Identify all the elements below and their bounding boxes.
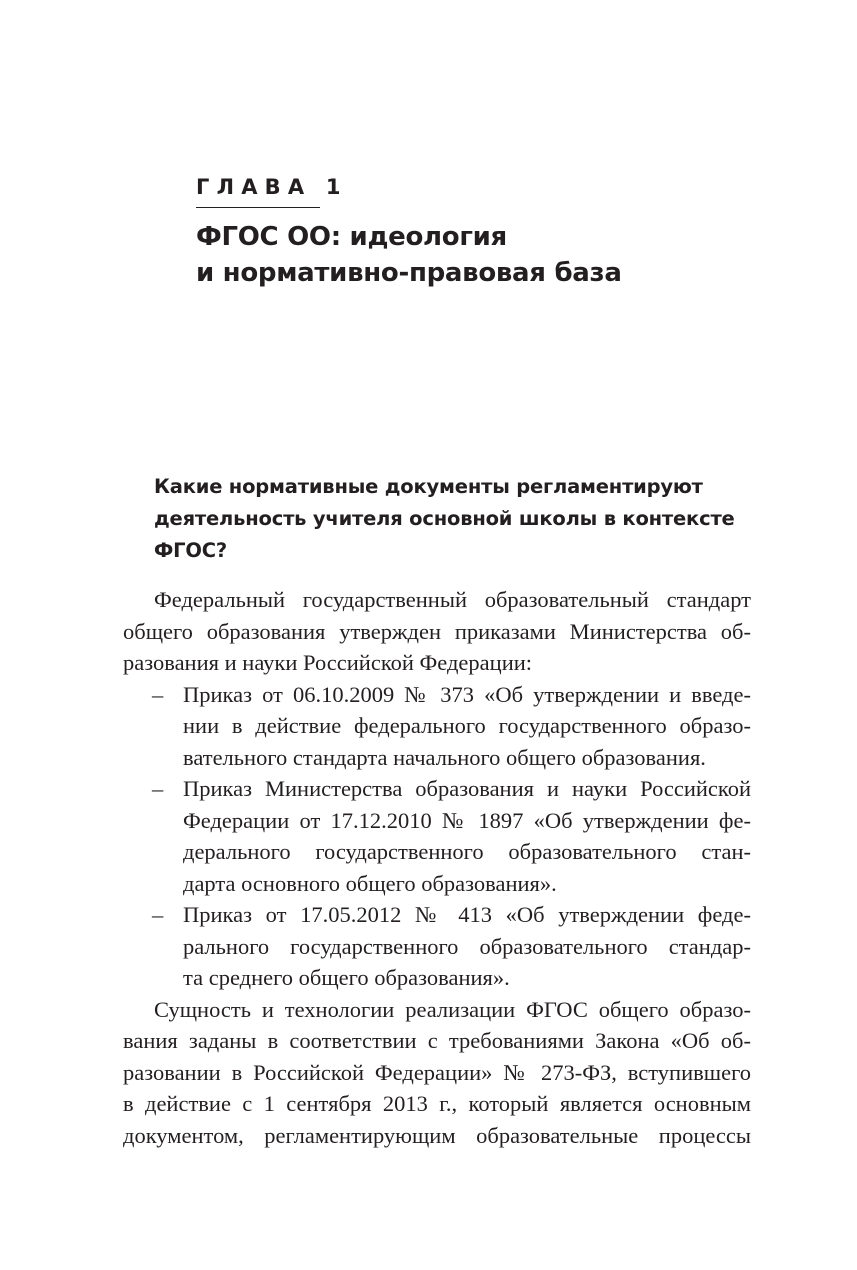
list-item	[123, 773, 751, 899]
list-item-line: дерального государственного образовательного стан-	[183, 839, 751, 864]
paragraph-line: Сущность и технологии реализации ФГОС общего образо-	[154, 996, 751, 1022]
section-heading-line: Какие нормативные документы регламентируют	[154, 475, 703, 498]
section-heading-line: деятельность учителя основной школы в контексте	[154, 507, 735, 530]
chapter-title-line: и нормативно-правовая база	[196, 258, 622, 288]
list-item-line: вательного стандарта начального общего образования.	[183, 744, 706, 770]
chapter-title-line: ФГОС ОО: идеология	[196, 222, 507, 252]
paragraph-line: Федеральный государственный образовательный стандарт	[154, 587, 751, 612]
list-item-line: нии в действие федерального государственного образо-	[183, 713, 751, 738]
paragraph-line: общего образования утвержден приказами Министерства об-	[123, 618, 751, 644]
list-dash: –	[152, 681, 164, 707]
list-item-line: Приказ Министерства образования и науки Российской	[183, 776, 751, 801]
chapter-rule	[196, 207, 320, 208]
paragraph-line: в действие с 1 сентября 2013 г., который является основным	[123, 1091, 751, 1116]
list-item-line: Федерации от 17.12.2010 № 1897 «Об утверждении фе-	[183, 807, 751, 833]
list-dash: –	[152, 776, 164, 801]
list-item-line: Приказ от 17.05.2012 № 413 «Об утверждении феде-	[183, 902, 751, 927]
list-item-line: Приказ от 06.10.2009 № 373 «Об утверждении и введе-	[183, 681, 751, 707]
list-dash: –	[152, 902, 164, 927]
intro-paragraph	[123, 584, 751, 679]
closing-paragraph	[123, 994, 751, 1152]
paragraph-line: разовании в Российской Федерации» № 273-ФЗ, вступившего	[123, 1059, 751, 1085]
list-item-line: дарта основного общего образования».	[183, 870, 557, 896]
chapter-label: ГЛАВА 1	[196, 175, 348, 199]
section-heading	[154, 471, 764, 567]
body-text	[123, 584, 751, 1151]
list-item	[123, 899, 751, 994]
paragraph-line: вания заданы в соответствии с требованиями Закона «Об об-	[123, 1028, 751, 1053]
list-item	[123, 679, 751, 774]
chapter-title	[196, 219, 622, 291]
list-item-line: рального государственного образовательного стандар-	[183, 933, 751, 959]
list-item-line: та среднего общего образования».	[183, 965, 510, 990]
section-heading-line: ФГОС?	[154, 539, 227, 562]
paragraph-line: документом, регламентирующим образовательные процессы	[123, 1122, 751, 1148]
paragraph-line: разования и науки Российской Федерации:	[123, 650, 533, 675]
